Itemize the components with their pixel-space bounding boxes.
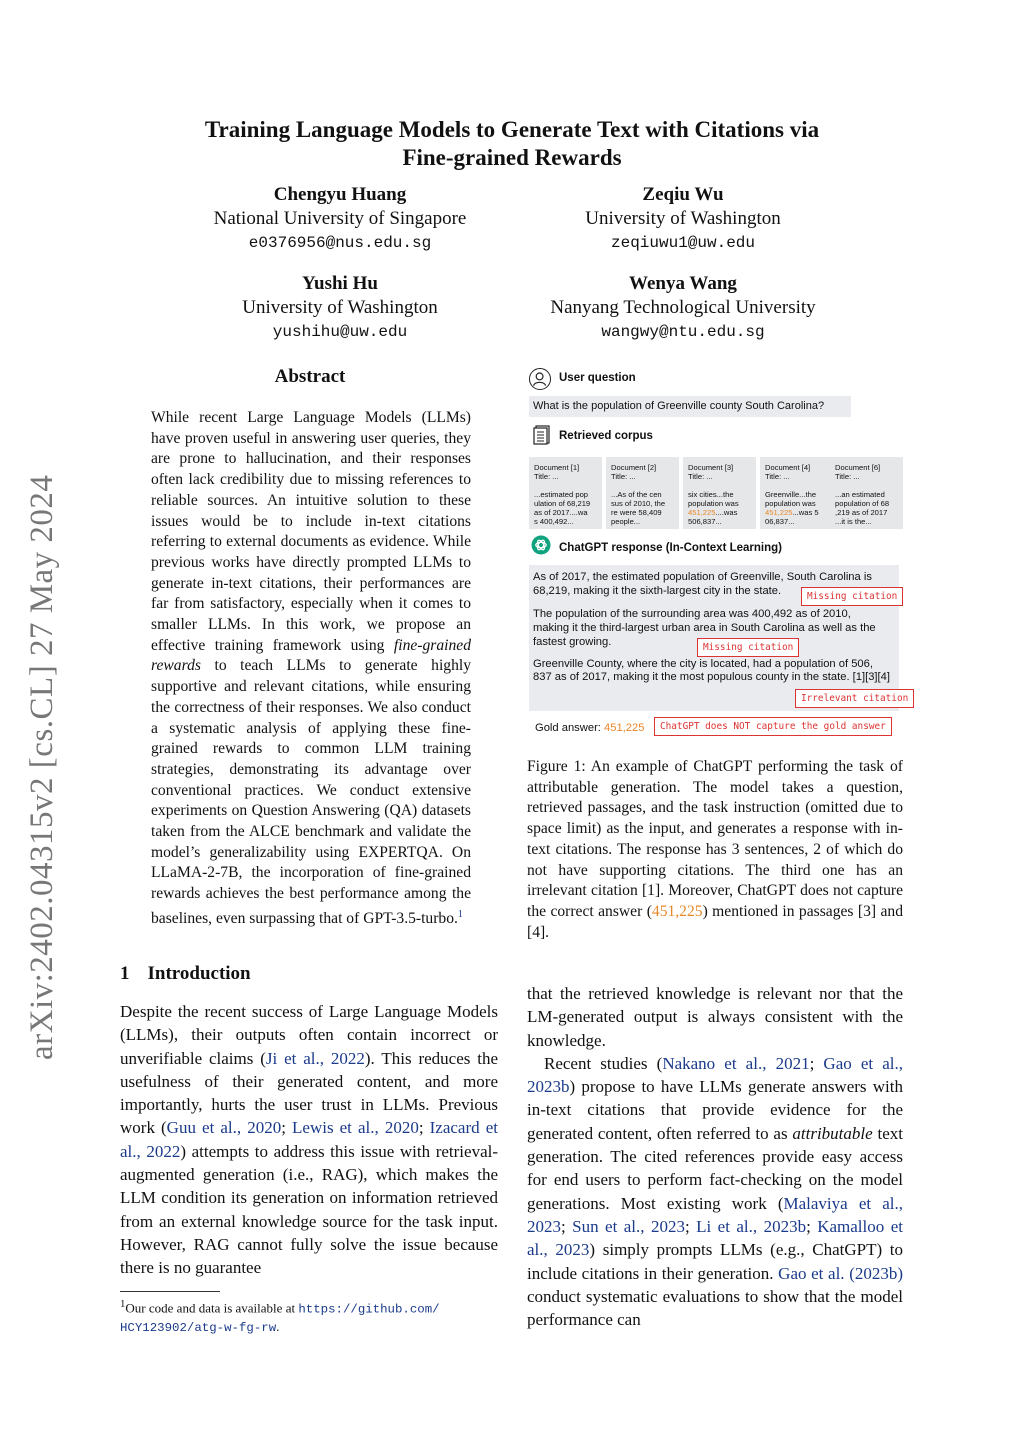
footnote-url[interactable]: https://github.com/ HCY123902/atg-w-fg-rw <box>120 1302 440 1336</box>
abstract-text: to teach LLMs to generate highly supportive and relevant citations, while ensuring the correctness of their responses. We also conduct a systematic analysis of applying these fine-grained rewards to common LLM training strategies, demonstrating its advantage over conventional practices. We conduct extensive experiments on Question Answering (QA) datasets taken from the ALCE benchmark and validate the model’s generalizability using EXPERTQA. On LLaMA-2-7B, the incorporation of fine-grained rewards achieves the best performance among the baselines, even surpassing that of GPT-3.5-turbo. <box>151 657 471 928</box>
citation-link[interactable]: Malaviya et al., 2023 <box>527 1193 903 1236</box>
response-sentence-1: As of 2017, the estimated population of Greenville, South Carolina is 68,219, making it the sixth-largest city in the state. <box>533 571 872 597</box>
section-number: 1 <box>120 963 130 984</box>
body-text: that the retrieved knowledge is relevant nor that the LM-generated output is always consistent with the knowledge. <box>527 984 903 1050</box>
gold-not-captured-tag: ChatGPT does NOT capture the gold answer <box>654 717 892 736</box>
abstract-text: While recent Large Language Models (LLMs) have proven useful in answering user queries, they are prone to hallucination, and their responses often lack credibility due to missing references to reliable sources. An intuitive solution to these issues would be to include in-text citations referring to external documents as evidence. While previous works have directly prompted LLMs to generate in-text citations, their performances are far from satisfactory, especially when it comes to smaller LLMs. In this work, we propose an effective training framework using <box>151 409 471 654</box>
author-affiliation: University of Washington <box>242 297 438 318</box>
author-email[interactable]: wangwy@ntu.edu.sg <box>601 323 765 341</box>
response-sentence-2: The population of the surrounding area was 400,492 as of 2010, making it the third-largest urban area in South Carolina as well as the fastest growing. <box>533 608 876 648</box>
retrieved-corpus-label: Retrieved corpus <box>559 430 653 442</box>
section-heading <box>120 963 251 985</box>
citation-link[interactable]: Guu et al., 2020 <box>166 1118 282 1138</box>
citation-link[interactable]: Gao et al., 2023b <box>527 1053 904 1097</box>
document-card-2: Document [2] Title: ... ...As of the cen sus of 2010, the re were 58,409 people... <box>606 457 679 529</box>
citation-link[interactable]: Li et al., 2023b <box>696 1216 807 1236</box>
body-text: Despite the recent success of Large Language Models (LLMs), their outputs often contain incorrect or unverifiable claims ( <box>120 1002 498 1068</box>
chatgpt-response-label: ChatGPT response (In-Context Learning) <box>559 542 782 554</box>
document-icon <box>533 425 551 445</box>
author-4 <box>513 272 853 344</box>
gold-answer: Gold answer: 451,225 <box>535 722 645 734</box>
abstract-heading: Abstract <box>274 366 346 387</box>
body-text: ) attempts to address this issue with retrieval-augmented generation (i.e., RAG), which makes the LLM condition its generation on information retrieved from an external knowledge source for the task input. However, RAG cannot fully solve the issue because there is no guarantee <box>120 1141 499 1278</box>
document-card-3: Document [3] Title: ... six cities...the population was 451,225....was 506,837... <box>683 457 756 529</box>
user-icon <box>529 368 551 390</box>
author-2 <box>533 183 833 255</box>
citation-link[interactable]: Gao et al. (2023b) <box>778 1263 904 1283</box>
chatgpt-logo-icon <box>531 535 551 555</box>
citation-link[interactable]: Nakano et al., 2021 <box>662 1053 810 1073</box>
gold-highlight: 451,225 <box>765 508 793 517</box>
italic-term: attributable <box>792 1123 873 1143</box>
paper-title <box>0 116 1024 172</box>
missing-citation-tag: Missing citation <box>697 638 799 657</box>
author-affiliation: National University of Singapore <box>213 208 467 229</box>
intro-column-right: that the retrieved knowledge is relevant nor that the LM-generated output is always consistent with the knowledge. Recent studies (Nakano et al., 2021; Gao et al., 2023b) propose to have LLMs generate answers with in-text citations that provide evidence for the generated content, often referred to as attributable text generation. The cited references provide easy access for end users to perform fact-checking on the model generations. Most existing work (Malaviya et al., 2023; Sun et al., 2023; Li et al., 2023b; Kamalloo et al., 2023) simply prompts LLMs (e.g., ChatGPT) to include citations in their generation. Gao et al. (2023b) conduct systematic evaluations to show that the model performance can <box>527 984 904 1330</box>
author-affiliation: University of Washington <box>585 208 781 229</box>
abstract-italic: fine-grained rewards <box>151 636 471 675</box>
intro-column-left: Despite the recent success of Large Language Models (LLMs), their outputs often contain incorrect or unverifiable claims (Ji et al., 2022). This reduces the usefulness of their generated content, and more importantly, hurts the user trust in LLMs. Previous work (Guu et al., 2020; Lewis et al., 2020; Izacard et al., 2022) attempts to address this issue with retrieval-augmented generation (i.e., RAG), which makes the LLM condition its generation on information retrieved from an external knowledge source for the task input. However, RAG cannot fully solve the issue because there is no guarantee <box>120 1002 499 1278</box>
figure-caption: Figure 1: An example of ChatGPT performing the task of attributable generation. The model takes a question, retrieved passages, and the task instruction (omitted due to space limit) as the input, and generates a response with in-text citations. The response has 3 sentences, 2 of which do not have supporting citations. The third one has an irrelevant citation [1]. Moreover, ChatGPT does not capture the correct answer (451,225) mentioned in passages [3] and [4]. <box>527 758 903 941</box>
gold-answer-value: 451,225 <box>604 722 645 734</box>
citation-link[interactable]: Ji et al., 2022 <box>265 1048 365 1068</box>
footnote-rule <box>120 1291 220 1292</box>
author-email[interactable]: yushihu@uw.edu <box>272 323 408 341</box>
document-card-1: Document [1] Title: ... ...estimated pop ulation of 68,219 as of 2017....wa s 400,492... <box>529 457 602 529</box>
citation-link[interactable]: Kamalloo et al., 2023 <box>527 1216 903 1260</box>
author-name: Yushi Hu <box>302 273 378 294</box>
author-1 <box>190 183 490 255</box>
figure-1 <box>527 365 909 745</box>
footnote-text: Our code and data is available at <box>125 1300 299 1316</box>
footnote-marker[interactable]: 1 <box>457 908 463 920</box>
document-card-6: Document [6] Title: ... ...an estimated population of 68 ,219 as of 2017 ...it is the... <box>830 457 903 529</box>
document-card-4: Document [4] Title: ... Greenville...the population was 451,225...was 5 06,837... <box>760 457 833 529</box>
citation-link[interactable]: Izacard et al., 2022 <box>120 1118 498 1161</box>
response-sentence-3: Greenville County, where the city is located, had a population of 506, 837 as of 2017, making it the most populous county in the state. [1][3][4] <box>533 657 890 684</box>
author-email[interactable]: zeqiuwu1@uw.edu <box>610 234 756 252</box>
author-name: Chengyu Huang <box>273 184 407 205</box>
caption-highlight: 451,225 <box>651 902 703 920</box>
citation-link[interactable]: Lewis et al., 2020 <box>292 1118 419 1138</box>
author-affiliation: Nanyang Technological University <box>550 297 816 318</box>
section-title: Introduction <box>147 963 251 984</box>
missing-citation-tag: Missing citation <box>801 587 903 606</box>
author-name: Wenya Wang <box>629 273 737 294</box>
title-line-1: Training Language Models to Generate Text with Citations via <box>204 117 820 142</box>
footnote: $^1$Our code and data is available at https://github.com/ HCY123902/atg-w-fg-rw. <box>120 1298 440 1336</box>
title-line-2: Fine-grained Rewards <box>402 145 622 170</box>
arxiv-identifier: arXiv:2402.04315v2 [cs.CL] 27 May 2024 <box>24 474 60 1060</box>
footnote-mark: 1 <box>120 1298 126 1310</box>
author-email[interactable]: e0376956@nus.edu.sg <box>248 234 432 252</box>
question-box: What is the population of Greenville county South Carolina? <box>529 396 851 417</box>
author-name: Zeqiu Wu <box>642 184 724 205</box>
irrelevant-citation-tag: Irrelevant citation <box>795 689 914 708</box>
citation-link[interactable]: Sun et al., 2023 <box>572 1216 685 1236</box>
user-question-label: User question <box>559 372 636 384</box>
abstract-body <box>151 408 471 930</box>
body-text: ). This reduces the usefulness of their generated content, and more importantly, hurts the user trust in LLMs. Previous work ( <box>120 1048 498 1138</box>
gold-highlight: 451,225 <box>688 508 716 517</box>
author-3 <box>190 272 490 344</box>
